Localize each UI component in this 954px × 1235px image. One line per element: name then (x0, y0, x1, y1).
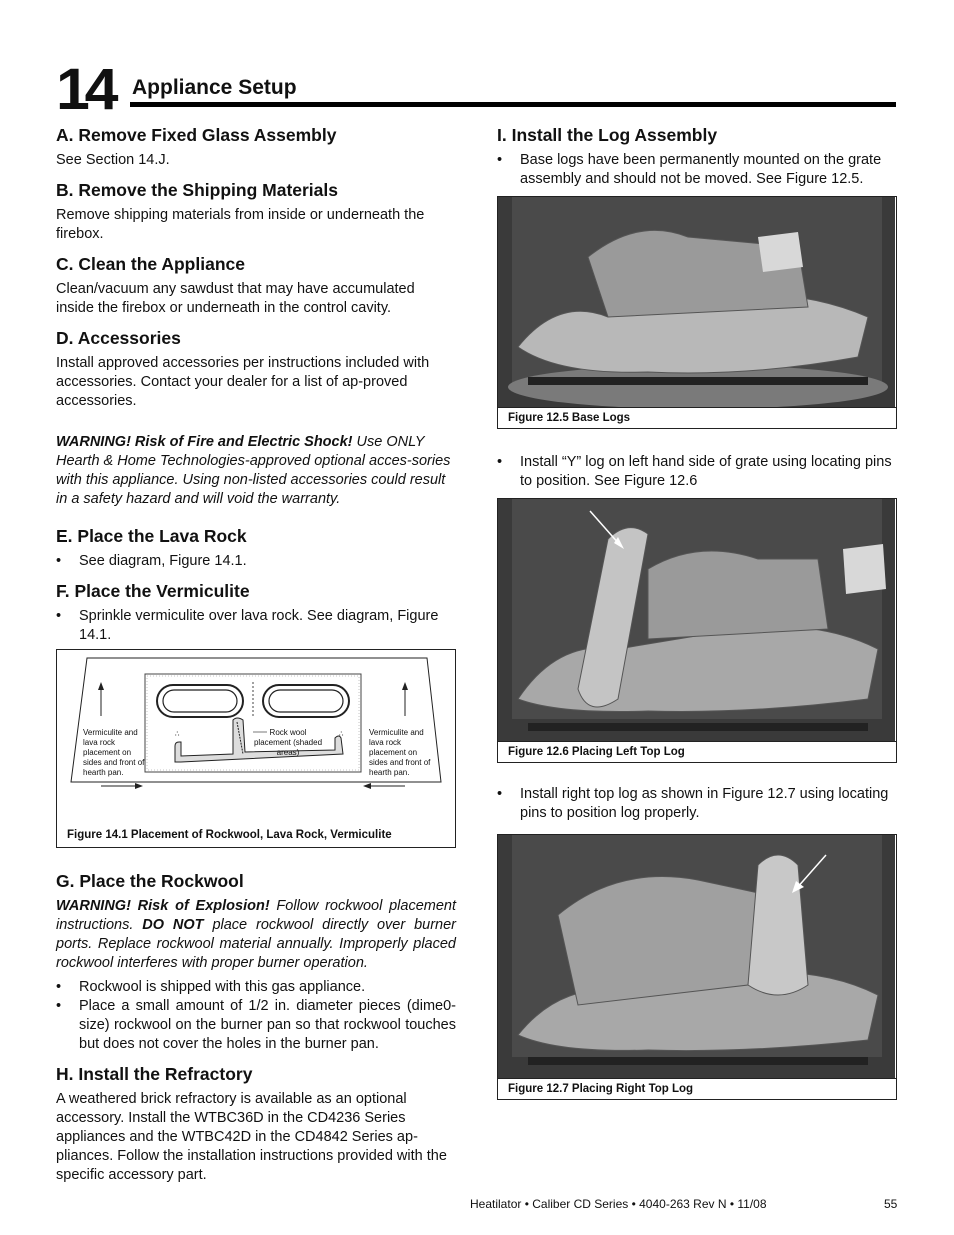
svg-text:∴: ∴ (339, 731, 344, 738)
figure-12-5-caption: Figure 12.5 Base Logs (508, 412, 631, 424)
section-f-heading: F. Place the Vermiculite (56, 581, 250, 601)
warning-fire-shock-label: WARNING! Risk of Fire and Electric Shock! (56, 434, 353, 450)
section-a (56, 124, 456, 170)
section-f (56, 580, 456, 645)
figure-12-7-caption: Figure 12.7 Placing Right Top Log (508, 1083, 694, 1095)
section-h-text: A weathered brick refractory is available as an optional accessory. Install the WTBC36D in the CD4236 Series appliances and the WTBC42D in the CD4842 Series ap-pliances. Follow the installation instructions provided with the specific accessory part. (56, 1091, 447, 1183)
figure-12-6 (497, 498, 897, 763)
section-e (56, 525, 456, 571)
section-f-bullet: • Sprinkle vermiculite over lava rock. See diagram, Figure 14.1. (56, 607, 456, 645)
figure-12-7 (497, 834, 897, 1100)
section-a-text: See Section 14.J. (56, 152, 170, 168)
section-g-heading: G. Place the Rockwool (56, 871, 244, 891)
right-bullet-2: • Install “Y” log on left hand side of grate using locating pins to position. See Figure 12.6 (497, 453, 897, 491)
section-d (56, 327, 456, 411)
page-title: Appliance Setup (132, 76, 297, 99)
figure-12-6-caption: Figure 12.6 Placing Left Top Log (508, 746, 685, 758)
right-top-log-photo (498, 835, 896, 1079)
section-c-text: Clean/vacuum any sawdust that may have accumulated inside the firebox or underneath in the control cavity. (56, 281, 415, 316)
warning-explosion (56, 897, 456, 973)
section-g (56, 870, 456, 1054)
chapter-number: 14 (56, 57, 114, 122)
figure-14-1-left-note: Vermiculite and lava rock placement on sides and front of hearth pan. (83, 728, 145, 777)
title-rule (130, 102, 896, 107)
warning-explosion-do-not: DO NOT (142, 917, 204, 933)
section-h-heading: H. Install the Refractory (56, 1064, 253, 1084)
section-i-bullet-1: • Base logs have been permanently mounted on the grate assembly and should not be moved. See Figure 12.5. (497, 151, 897, 189)
section-g-bullet-2: • Place a small amount of 1/2 in. diameter pieces (dime0-size) rockwool on the burner pan so that rockwool touches but does not cover the holes in the burner pan. (56, 997, 456, 1054)
warning-fire-shock (56, 433, 456, 509)
figure-12-5 (497, 196, 897, 429)
right-bullet-3: • Install right top log as shown in Figure 12.7 using locating pins to position log properly. (497, 785, 897, 823)
section-b-heading: B. Remove the Shipping Materials (56, 180, 338, 200)
figure-14-1 (56, 649, 456, 848)
figure-14-1-center-note: Rock wool placement (shaded areas) (253, 728, 323, 757)
warning-explosion-text-2: place rockwool directly over burner ports. Replace rockwool material annually. Improperly placed rockwool interferes with proper burner operation. (56, 917, 456, 971)
right-column (497, 124, 897, 1100)
section-d-text: Install approved accessories per instructions included with accessories. Contact your dealer for a list of ap-proved accessories. (56, 355, 430, 409)
section-i-heading: I. Install the Log Assembly (497, 125, 718, 145)
section-a-heading: A. Remove Fixed Glass Assembly (56, 125, 337, 145)
section-e-heading: E. Place the Lava Rock (56, 526, 247, 546)
section-c (56, 253, 456, 318)
page-number: 55 (884, 1197, 898, 1211)
section-g-bullet-1: • Rockwool is shipped with this gas appliance. (56, 978, 456, 997)
svg-text:∴: ∴ (175, 731, 180, 738)
warning-explosion-label: WARNING! Risk of Explosion! (56, 898, 270, 914)
left-top-log-photo (498, 499, 896, 742)
section-d-heading: D. Accessories (56, 328, 181, 348)
section-h (56, 1063, 456, 1185)
base-logs-photo (498, 197, 896, 408)
section-b (56, 179, 456, 244)
footer-text: Heatilator • Caliber CD Series • 4040-263 Rev N • 11/08 (470, 1197, 767, 1211)
warning-explosion-text-1: Follow rockwool placement instructions. (56, 898, 456, 933)
figure-14-1-right-note: Vermiculite and lava rock placement on sides and front of hearth pan. (369, 728, 431, 777)
section-c-heading: C. Clean the Appliance (56, 254, 245, 274)
left-column (56, 124, 456, 1194)
figure-14-1-caption: Figure 14.1 Placement of Rockwool, Lava Rock, Vermiculite (67, 829, 392, 841)
section-b-text: Remove shipping materials from inside or underneath the firebox. (56, 207, 425, 242)
warning-fire-shock-text: Use ONLY Hearth & Home Technologies-approved optional acces-sories with this appliance. Using non-listed accessories could result in a safety hazard and will void the warranty. (56, 434, 451, 507)
section-e-bullet: • See diagram, Figure 14.1. (56, 552, 456, 571)
